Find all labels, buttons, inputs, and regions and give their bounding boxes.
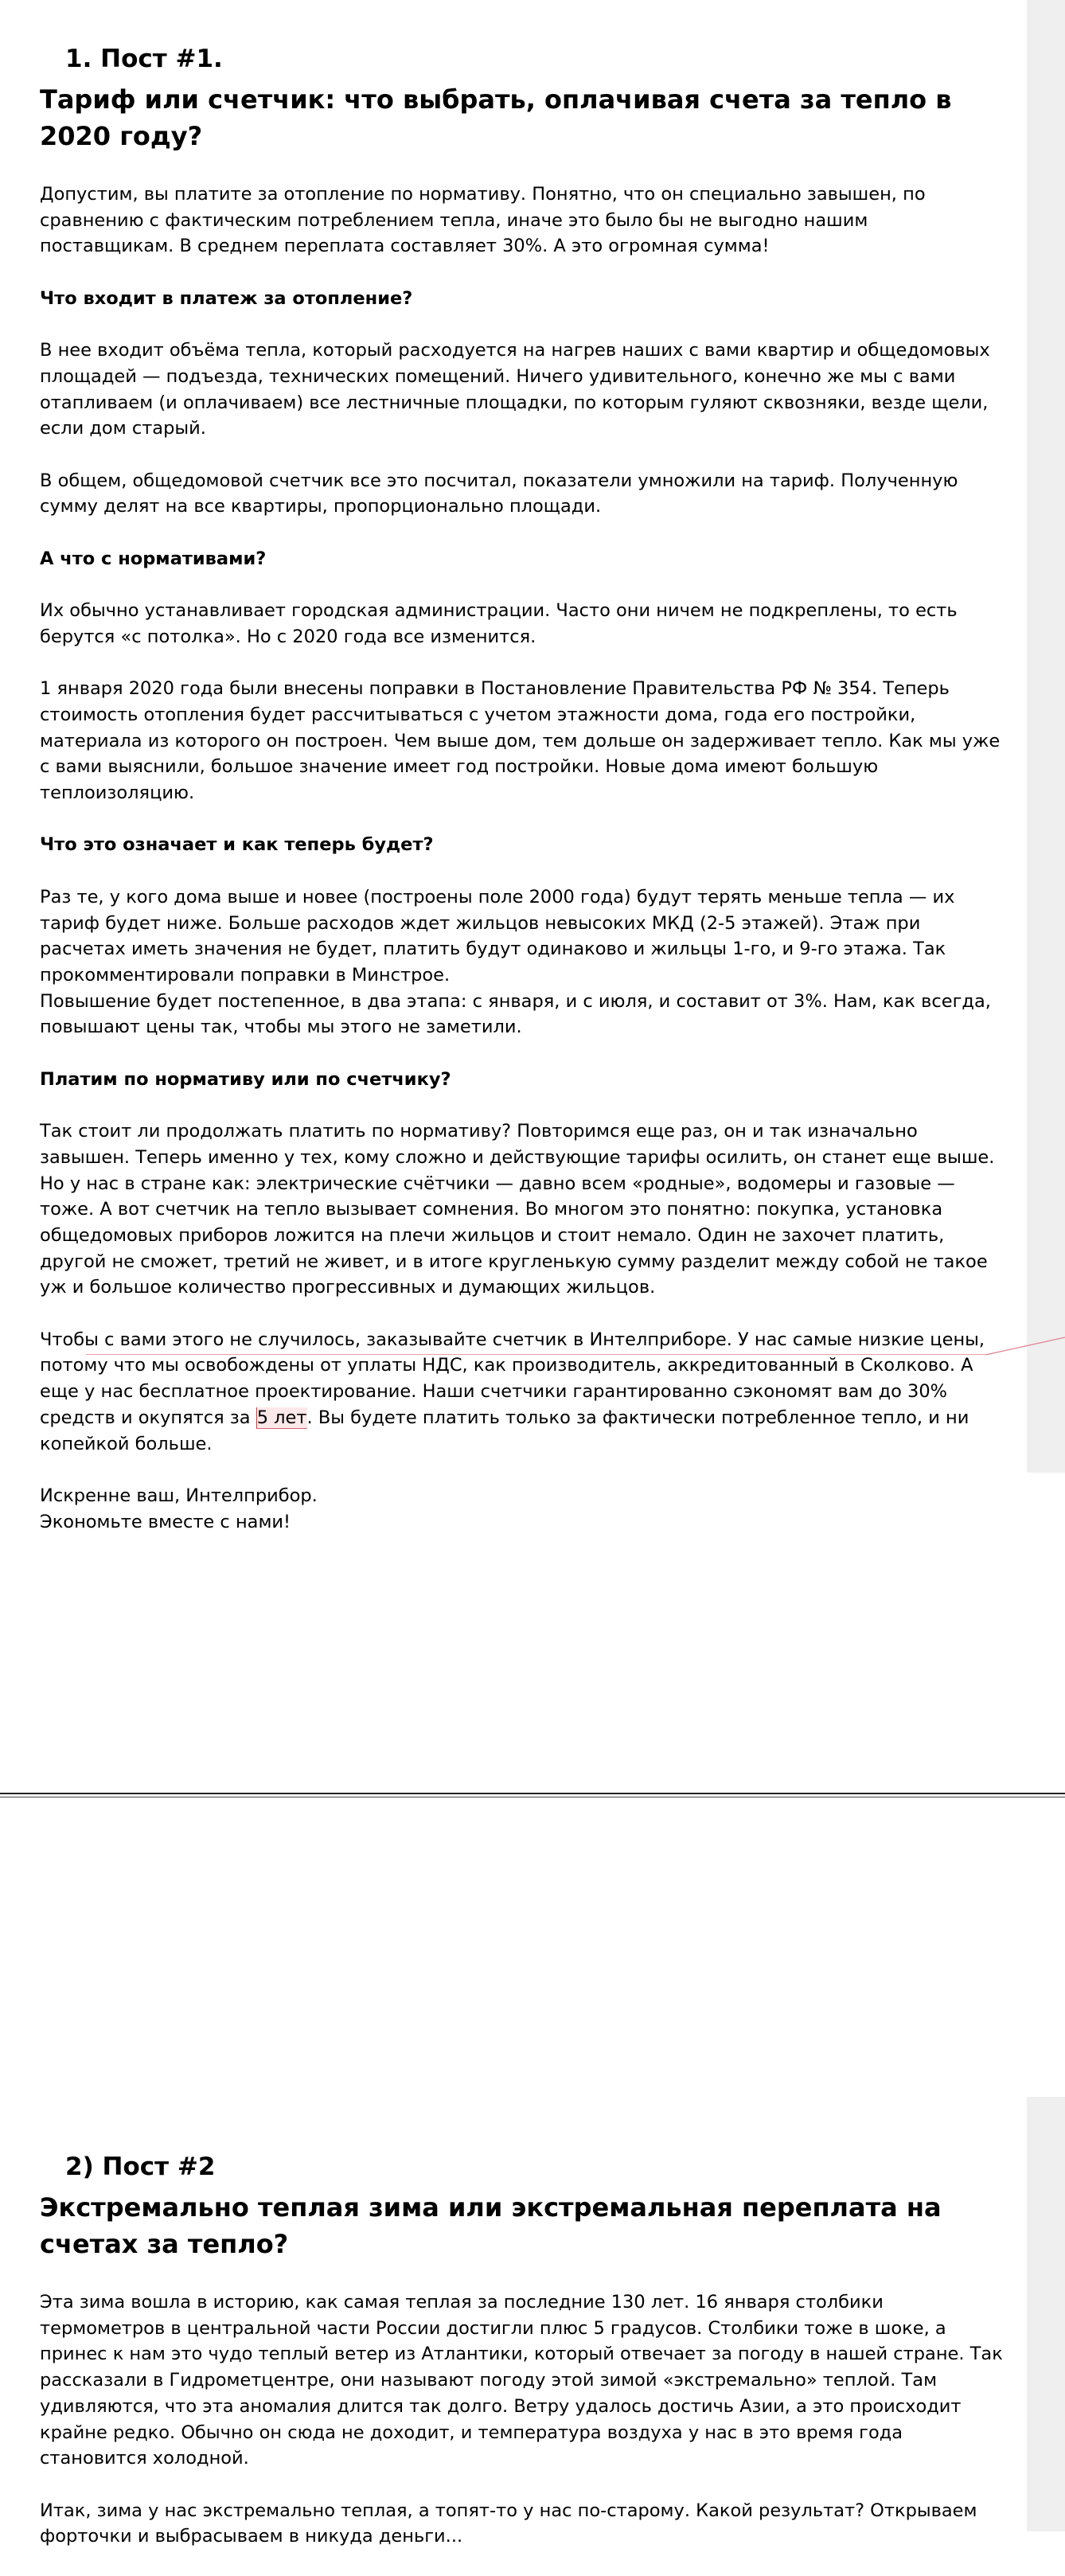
paragraph: Раз те, у кого дома выше и новее (построены поле 2000 года) будут терять меньше тепла — их тариф будет ниже. Больше расходов ждет жильцов невысоких МКД (2-5 этажей). Этаж при расчетах иметь значения не будет, платить будут одинаково и жильцы 1-го, и 9-го этажа. Так прокомментировали поправки в Минстрое. [40,886,955,986]
paragraph: Допустим, вы платите за отопление по нормативу. Понятно, что он специально завышен, по сравнению с фактическим потреблением тепла, иначе это было бы не выгодно нашим поставщикам. В среднем переплата составляет 30%. А это огромная сумма! [40,184,926,257]
paragraph: В нее входит объёма тепла, который расходуется на нагрев наших с вами квартир и общедомовых площадей — подъезда, технических помещений. Ничего удивительного, конечно же мы с вами отапливаем (и оплачиваем) все лестничные площадки, по которым гуляют сквозняки, везде щели, если дом старый. [40,340,990,439]
paragraph: Их обычно устанавливает городская администрации. Часто они ничем не подкреплены, то есть берутся «с потолка». Но с 2020 года все изменится. [40,600,958,647]
paragraph: 1 января 2020 года были внесены поправки в Постановление Правительства РФ № 354. Теперь стоимость отопления будет рассчитываться с учетом этажности дома, года его постройки, материала из которого он построен. Чем выше дом, тем дольше он задерживает тепло. Как мы уже с вами выяснили, большое значение имеет год постройки. Новые дома имеют большую теплоизоляцию. [40,678,1001,804]
post-2-title: Экстремально теплая зима или экстремальная переплата на счетах за тепло? [40,2192,942,2259]
paragraph: Итак, зима у нас экстремально теплая, а топят-то у нас по-старому. Какой результат? Открываем форточки и выбрасываем в никуда деньги... [40,2500,977,2547]
comment-anchor-line [86,1354,985,1355]
post-1 [40,41,1007,1561]
subheading: Что это означает и как теперь будет? [40,834,434,856]
paragraph-text: . Вы будете платить только за фактически потребленное тепло, и ни копейкой больше. [40,1407,969,1454]
post-2-number: 2) Пост #2 [65,2153,216,2181]
commented-text-highlight[interactable]: 5 лет [256,1407,307,1428]
post-2 [40,2149,1007,2576]
page-break [0,1790,1065,1802]
paragraph: В общем, общедомовой счетчик все это посчитал, показатели умножили на тариф. Полученную сумму делят на все квартиры, пропорционально площади. [40,470,958,517]
comment-connector-line [985,1336,1065,1356]
page-margin-gutter [1027,0,1065,1473]
signature-slogan: Экономьте вместе с нами! [40,1511,291,1532]
paragraph-with-comment [40,1327,1007,1458]
document-page-2 [0,1802,1065,2547]
paragraph: Повышение будет постепенное, в два этапа: с января, и с июля, и составит от 3%. Нам, как всегда, повышают цены так, чтобы мы этого не заметили. [40,990,991,1038]
subheading: Что входит в платеж за отопление? [40,287,413,309]
subheading: Платим по нормативу или по счетчику? [40,1068,451,1090]
post-1-number: 1. Пост #1. [65,45,223,73]
subheading: А что с нормативами? [40,548,267,569]
paragraph-text: Чтобы с вами этого не случилось, заказывайте счетчик в Интелприборе. У нас самые низкие цены, потому что мы освобождены от уплаты НДС, как производитель, аккредитованный в Сколково. А еще у нас бесплатное проектирование. Наши счетчики гарантированно сэкономят вам до 30% средств и окупятся за [40,1329,985,1428]
page-margin-gutter [1027,2097,1065,2531]
paragraph: Эта зима вошла в историю, как самая теплая за последние 130 лет. 16 января столбики термометров в центральной части России достигли плюс 5 градусов. Столбики тоже в шоке, а принес к нам это чудо теплый ветер из Атлантики, который отвечает за погоду в нашей стране. Так рассказали в Гидрометцентре, они называют погоду этой зимой «экстремально» теплой. Там удивляются, что эта аномалия длится так долго. Ветру удалось достичь Азии, а это происходит крайне редко. Обычно он сюда не доходит, и температура воздуха у нас в это время года становится холодной. [40,2292,1003,2469]
post-1-title: Тариф или счетчик: что выбрать, оплачивая счета за тепло в 2020 году? [40,84,952,151]
paragraph: Так стоит ли продолжать платить по нормативу? Повторимся еще раз, он и так изначально завышен. Теперь именно у тех, кому сложно и действующие тарифы осилить, он станет еще выше. Но у нас в стране как: электрические счётчики — давно всем «родные», водомеры и газовые — тоже. А вот счетчик на тепло вызывает сомнения. Во многом это понятно: покупка, установка общедомовых приборов ложится на плечи жильцов и стоит немало. Один не захочет платить, другой не сможет, третий не живет, и в итоге кругленькую сумму разделит между собой не такое уж и большое количество прогрессивных и думающих жильцов. [40,1121,995,1298]
signature: Искренне ваш, Интелприбор. [40,1485,318,1506]
